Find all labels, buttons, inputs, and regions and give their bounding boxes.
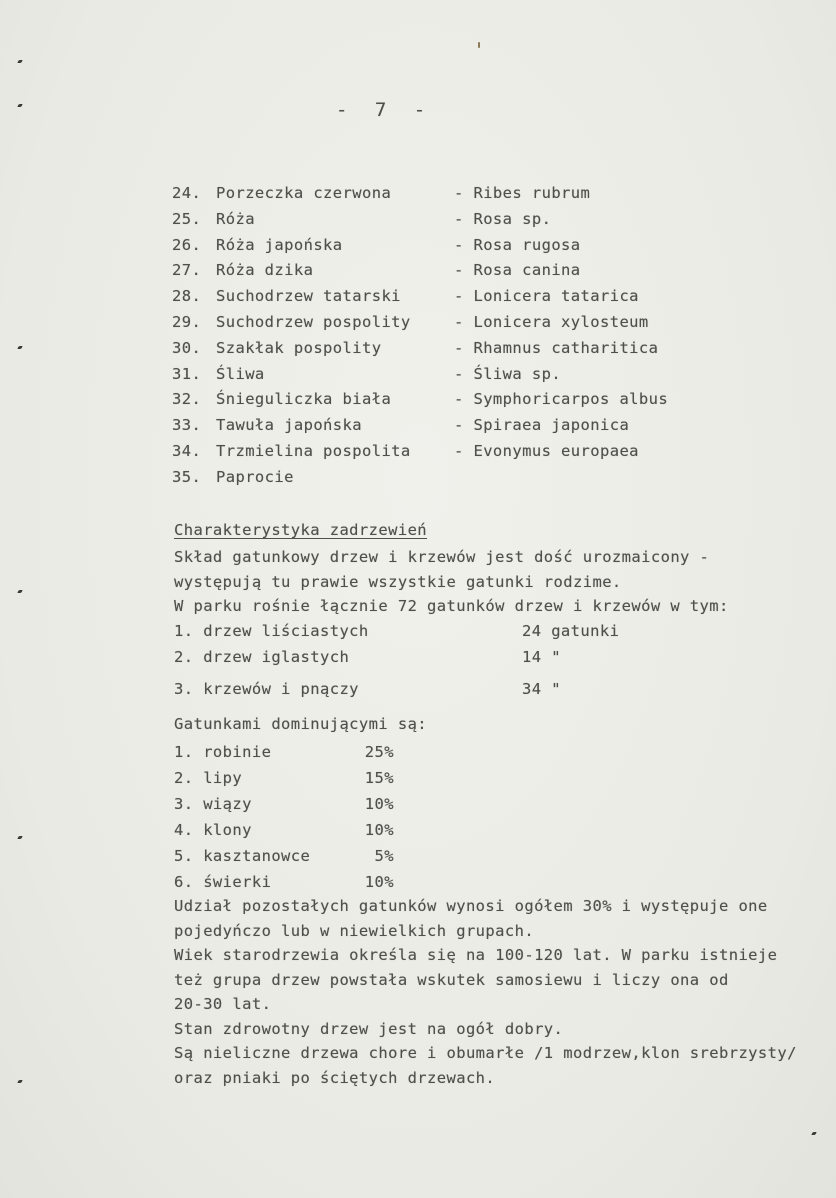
dominant-row bbox=[174, 873, 474, 899]
species-row bbox=[172, 261, 712, 287]
dominant-species: 1. robinie bbox=[174, 743, 272, 761]
margin-mark bbox=[17, 60, 23, 63]
species-latin-name: - Rosa canina bbox=[454, 261, 581, 280]
species-row bbox=[172, 468, 712, 494]
text-line: Wiek starodrzewia określa się na 100-120 lat. W parku istnieje bbox=[174, 946, 778, 964]
species-number: 33. bbox=[172, 416, 202, 435]
margin-mark bbox=[17, 346, 23, 349]
species-row bbox=[172, 416, 712, 442]
species-latin-name: - Evonymus europaea bbox=[454, 441, 639, 460]
species-row bbox=[172, 313, 712, 339]
species-row bbox=[172, 339, 712, 365]
species-number: 31. bbox=[172, 364, 202, 383]
group-label: 2. drzew iglastych bbox=[174, 648, 350, 666]
species-latin-name: - Rhamnus catharitica bbox=[454, 338, 659, 357]
species-polish-name: Porzeczka czerwona bbox=[216, 184, 392, 202]
species-polish-name: Róża bbox=[216, 209, 255, 228]
species-number: 27. bbox=[172, 261, 202, 280]
ink-speck bbox=[478, 42, 480, 48]
species-polish-name: Róża japońska bbox=[216, 235, 343, 254]
group-row bbox=[174, 648, 734, 674]
species-row bbox=[172, 210, 712, 236]
species-polish-name: Paprocie bbox=[216, 467, 294, 486]
species-number: 28. bbox=[172, 287, 202, 306]
closing-paragraph bbox=[174, 897, 797, 1093]
species-row bbox=[172, 184, 712, 210]
species-latin-name: - Rosa sp. bbox=[454, 209, 552, 228]
dominant-percent: 25% bbox=[364, 743, 394, 761]
species-polish-name: Śnieguliczka biała bbox=[216, 390, 392, 409]
species-polish-name: Tawuła japońska bbox=[216, 416, 362, 435]
group-row bbox=[174, 622, 734, 648]
dominant-species-list bbox=[174, 743, 474, 899]
margin-mark bbox=[17, 836, 23, 839]
species-polish-name: Suchodrzew tatarski bbox=[216, 287, 401, 306]
species-polish-name: Suchodrzew pospolity bbox=[216, 312, 411, 331]
species-polish-name: Trzmielina pospolita bbox=[216, 441, 411, 460]
intro-paragraph bbox=[174, 548, 729, 622]
dominant-species: 3. wiązy bbox=[174, 795, 252, 813]
dominant-percent: 15% bbox=[364, 769, 394, 787]
page-number: - 7 - bbox=[336, 99, 434, 121]
species-polish-name: Róża dzika bbox=[216, 261, 314, 280]
group-label: 3. krzewów i pnączy bbox=[174, 680, 359, 698]
dominant-heading: Gatunkami dominującymi są: bbox=[174, 715, 428, 733]
species-row bbox=[172, 442, 712, 468]
dominant-species: 5. kasztanowce bbox=[174, 847, 311, 865]
dominant-percent: 10% bbox=[364, 873, 394, 891]
species-latin-name: - Spiraea japonica bbox=[454, 416, 630, 435]
species-number: 32. bbox=[172, 390, 202, 409]
species-latin-name: - Symphoricarpos albus bbox=[454, 390, 669, 409]
dominant-row bbox=[174, 769, 474, 795]
text-line: Są nieliczne drzewa chore i obumarłe /1 modrzew,klon srebrzysty/ bbox=[174, 1044, 797, 1062]
dominant-row bbox=[174, 821, 474, 847]
dominant-species: 2. lipy bbox=[174, 769, 243, 787]
group-value: 14 " bbox=[522, 648, 561, 666]
species-latin-name: - Lonicera tatarica bbox=[454, 287, 639, 306]
dominant-row bbox=[174, 743, 474, 769]
species-row bbox=[172, 365, 712, 391]
group-value: 24 gatunki bbox=[522, 622, 620, 640]
text-line: oraz pniaki po ściętych drzewach. bbox=[174, 1068, 496, 1087]
species-polish-name: Śliwa bbox=[216, 364, 265, 383]
species-number: 35. bbox=[172, 467, 202, 486]
species-latin-name: - Lonicera xylosteum bbox=[454, 312, 649, 331]
text-line: występują tu prawie wszystkie gatunki rodzime. bbox=[174, 572, 622, 591]
margin-mark bbox=[17, 104, 23, 107]
text-line: W parku rośnie łącznie 72 gatunków drzew i krzewów w tym: bbox=[174, 597, 729, 615]
margin-mark bbox=[811, 1132, 817, 1135]
text-line: Udział pozostałych gatunków wynosi ogółem 30% i występuje one bbox=[174, 897, 768, 915]
group-row bbox=[174, 680, 734, 706]
margin-mark bbox=[17, 590, 23, 593]
margin-mark bbox=[17, 1080, 23, 1083]
text-line: Stan zdrowotny drzew jest na ogół dobry. bbox=[174, 1019, 564, 1038]
species-number: 34. bbox=[172, 441, 202, 460]
dominant-species: 6. świerki bbox=[174, 873, 272, 891]
species-latin-name: - Śliwa sp. bbox=[454, 364, 562, 383]
dominant-species: 4. klony bbox=[174, 821, 252, 839]
species-number: 29. bbox=[172, 312, 202, 331]
species-number: 25. bbox=[172, 209, 202, 228]
species-list bbox=[172, 184, 712, 494]
text-line: 20-30 lat. bbox=[174, 995, 272, 1013]
text-line: pojedyńczo lub w niewielkich grupach. bbox=[174, 921, 535, 940]
dominant-row bbox=[174, 795, 474, 821]
species-row bbox=[172, 287, 712, 313]
section-title: Charakterystyka zadrzewień bbox=[174, 521, 428, 539]
species-groups bbox=[174, 622, 734, 706]
species-number: 30. bbox=[172, 338, 202, 357]
dominant-percent: 10% bbox=[364, 821, 394, 839]
dominant-percent: 10% bbox=[364, 795, 394, 813]
species-polish-name: Szakłak pospolity bbox=[216, 338, 382, 357]
species-latin-name: - Ribes rubrum bbox=[454, 184, 591, 202]
group-label: 1. drzew liściastych bbox=[174, 622, 369, 640]
species-row bbox=[172, 236, 712, 262]
dominant-percent: 5% bbox=[374, 847, 394, 865]
species-number: 26. bbox=[172, 235, 202, 254]
species-row bbox=[172, 390, 712, 416]
text-line: też grupa drzew powstała wskutek samosiewu i liczy ona od bbox=[174, 970, 729, 989]
group-value: 34 " bbox=[522, 680, 561, 698]
species-number: 24. bbox=[172, 184, 202, 202]
dominant-row bbox=[174, 847, 474, 873]
species-latin-name: - Rosa rugosa bbox=[454, 235, 581, 254]
text-line: Skład gatunkowy drzew i krzewów jest dość urozmaicony - bbox=[174, 548, 710, 566]
